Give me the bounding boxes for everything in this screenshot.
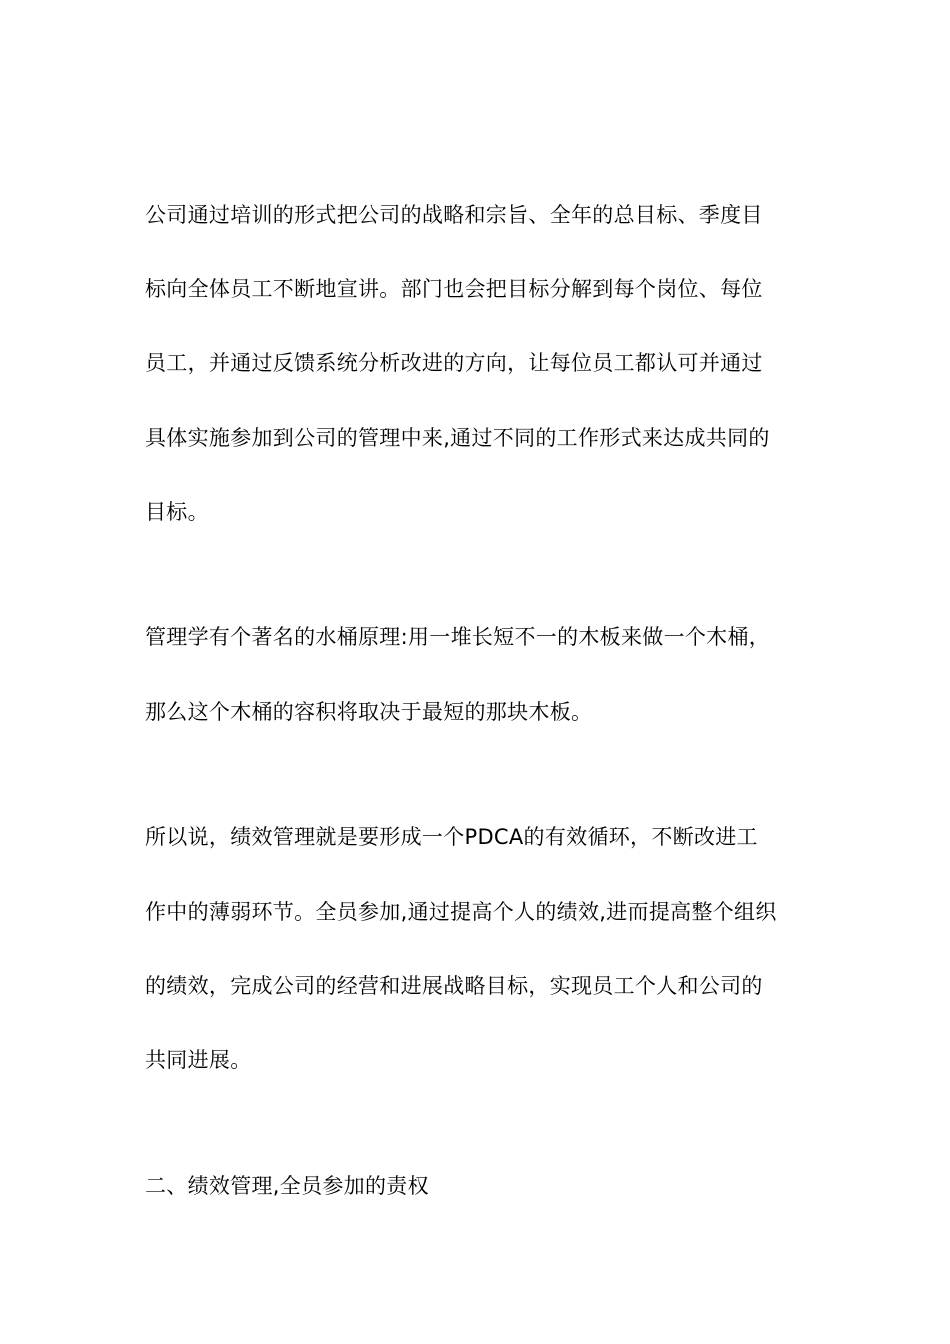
paragraph-1-line-5: 目标。 <box>145 500 209 524</box>
paragraph-2-line-2: 那么这个木桶的容积将取决于最短的那块木板。 <box>145 700 593 724</box>
paragraph-1-line-3: 员工，并通过反馈系统分析改进的方向，让每位员工都认可并通过 <box>145 351 763 375</box>
paragraph-1-line-4: 具体实施参加到公司的管理中来,通过不同的工作形式来达成共同的 <box>145 426 770 450</box>
paragraph-1-line-1: 公司通过培训的形式把公司的战略和宗旨、全年的总目标、季度目 <box>145 203 763 227</box>
paragraph-3-line-4: 共同进展。 <box>145 1048 252 1072</box>
paragraph-3-line-1: 所以说，绩效管理就是要形成一个PDCA的有效循环，不断改进工 <box>145 825 758 849</box>
paragraph-1-line-2: 标向全体员工不断地宣讲。部门也会把目标分解到每个岗位、每位 <box>145 277 763 301</box>
paragraph-3-line-3: 的绩效，完成公司的经营和进展战略目标，实现员工个人和公司的 <box>145 974 763 998</box>
paragraph-2-line-1: 管理学有个著名的水桶原理:用一堆长短不一的木板来做一个木桶， <box>145 625 771 649</box>
section-heading: 二、绩效管理,全员参加的责权 <box>145 1174 429 1198</box>
paragraph-3-line-2: 作中的薄弱环节。全员参加,通过提高个人的绩效,进而提高整个组织 <box>145 900 777 924</box>
